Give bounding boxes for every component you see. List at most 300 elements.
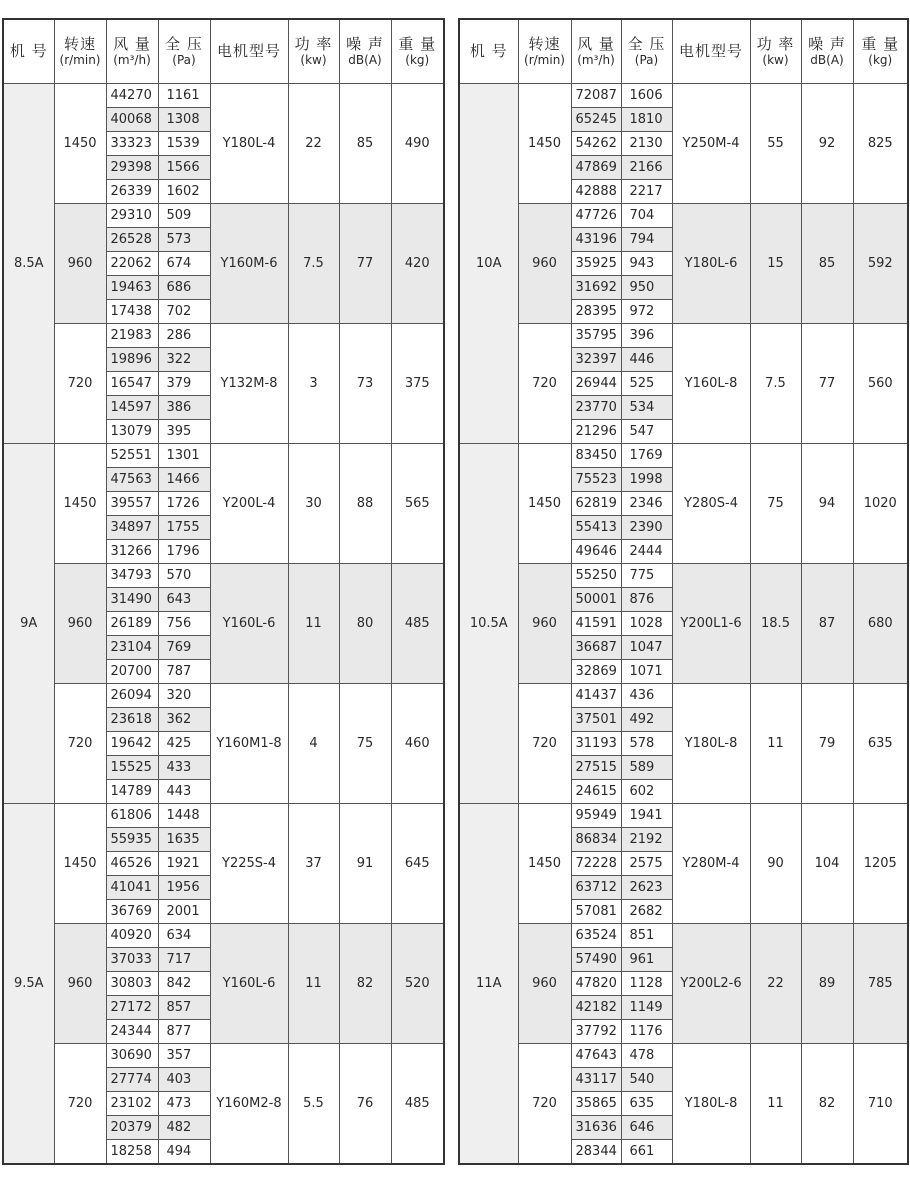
air-volume-cell: 46526 [106, 852, 158, 876]
air-volume-cell: 62819 [571, 492, 621, 516]
motor-cell: Y225S-4 [210, 804, 288, 924]
noise-cell: 91 [339, 804, 391, 924]
pressure-cell: 2001 [158, 900, 210, 924]
model-cell: 9A [3, 444, 54, 804]
pressure-cell: 961 [621, 948, 672, 972]
header-air-volume-unit: (m³/h) [577, 53, 615, 68]
pressure-cell: 1755 [158, 516, 210, 540]
air-volume-cell: 55250 [571, 564, 621, 588]
pressure-cell: 1726 [158, 492, 210, 516]
pressure-cell: 570 [158, 564, 210, 588]
noise-cell: 85 [339, 84, 391, 204]
air-volume-cell: 32869 [571, 660, 621, 684]
pressure-cell: 1149 [621, 996, 672, 1020]
power-cell: 7.5 [288, 204, 339, 324]
motor-cell: Y180L-8 [672, 1044, 750, 1165]
header-air-volume-label: 风 量 [113, 34, 151, 53]
pressure-cell: 443 [158, 780, 210, 804]
speed-cell: 1450 [518, 444, 571, 564]
power-cell: 75 [750, 444, 801, 564]
air-volume-cell: 54262 [571, 132, 621, 156]
speed-cell: 1450 [54, 84, 106, 204]
header-model [459, 19, 518, 84]
noise-cell: 77 [801, 324, 853, 444]
speed-cell: 1450 [54, 804, 106, 924]
air-volume-cell: 61806 [106, 804, 158, 828]
air-volume-cell: 35865 [571, 1092, 621, 1116]
power-cell: 37 [288, 804, 339, 924]
air-volume-cell: 41591 [571, 612, 621, 636]
table-row [3, 924, 444, 948]
pressure-cell: 357 [158, 1044, 210, 1068]
pressure-cell: 1466 [158, 468, 210, 492]
air-volume-cell: 34793 [106, 564, 158, 588]
air-volume-cell: 31193 [571, 732, 621, 756]
air-volume-cell: 27172 [106, 996, 158, 1020]
fan-spec-table-left [2, 18, 445, 1165]
pressure-cell: 1956 [158, 876, 210, 900]
header-pressure-unit: (Pa) [634, 53, 659, 68]
pressure-cell: 1796 [158, 540, 210, 564]
pressure-cell: 2346 [621, 492, 672, 516]
air-volume-cell: 37792 [571, 1020, 621, 1044]
air-volume-cell: 47563 [106, 468, 158, 492]
speed-cell: 720 [518, 684, 571, 804]
pressure-cell: 540 [621, 1068, 672, 1092]
pressure-cell: 578 [621, 732, 672, 756]
air-volume-cell: 21296 [571, 420, 621, 444]
weight-cell: 520 [391, 924, 444, 1044]
air-volume-cell: 26339 [106, 180, 158, 204]
fan-spec-table-right [458, 18, 909, 1165]
air-volume-cell: 41437 [571, 684, 621, 708]
pressure-cell: 943 [621, 252, 672, 276]
power-cell: 3 [288, 324, 339, 444]
speed-cell: 1450 [54, 444, 106, 564]
pressure-cell: 320 [158, 684, 210, 708]
pressure-cell: 1047 [621, 636, 672, 660]
air-volume-cell: 19463 [106, 276, 158, 300]
air-volume-cell: 43196 [571, 228, 621, 252]
speed-cell: 720 [518, 324, 571, 444]
motor-cell: Y160M-6 [210, 204, 288, 324]
pressure-cell: 950 [621, 276, 672, 300]
power-cell: 11 [750, 1044, 801, 1165]
pressure-cell: 851 [621, 924, 672, 948]
pressure-cell: 446 [621, 348, 672, 372]
pressure-cell: 509 [158, 204, 210, 228]
table-row [459, 564, 908, 588]
header-power-label: 功 率 [294, 34, 333, 53]
air-volume-cell: 37033 [106, 948, 158, 972]
speed-cell: 720 [54, 324, 106, 444]
speed-cell: 960 [54, 924, 106, 1044]
noise-cell: 94 [801, 444, 853, 564]
pressure-cell: 386 [158, 396, 210, 420]
air-volume-cell: 35925 [571, 252, 621, 276]
table-row [459, 444, 908, 468]
speed-cell: 1450 [518, 804, 571, 924]
speed-cell: 720 [54, 1044, 106, 1165]
air-volume-cell: 30690 [106, 1044, 158, 1068]
power-cell: 11 [288, 564, 339, 684]
header-pressure-unit: (Pa) [172, 53, 196, 68]
pressure-cell: 1448 [158, 804, 210, 828]
air-volume-cell: 55935 [106, 828, 158, 852]
pressure-cell: 794 [621, 228, 672, 252]
header-weight [391, 19, 444, 84]
noise-cell: 82 [801, 1044, 853, 1165]
motor-cell: Y200L-4 [210, 444, 288, 564]
pressure-cell: 482 [158, 1116, 210, 1140]
noise-cell: 87 [801, 564, 853, 684]
pressure-cell: 1602 [158, 180, 210, 204]
pressure-cell: 1308 [158, 108, 210, 132]
table-row [3, 84, 444, 108]
pressure-cell: 876 [621, 588, 672, 612]
pressure-cell: 2444 [621, 540, 672, 564]
air-volume-cell: 29310 [106, 204, 158, 228]
pressure-cell: 775 [621, 564, 672, 588]
header-air-volume-label: 风 量 [577, 34, 615, 53]
header-power-label: 功 率 [756, 34, 795, 53]
table-row [3, 324, 444, 348]
header-motor-label: 电机型号 [216, 42, 281, 61]
motor-cell: Y160L-6 [210, 924, 288, 1044]
air-volume-cell: 23102 [106, 1092, 158, 1116]
pressure-cell: 1176 [621, 1020, 672, 1044]
speed-cell: 720 [518, 1044, 571, 1165]
header-noise-unit: dB(A) [348, 53, 382, 68]
pressure-cell: 634 [158, 924, 210, 948]
model-cell: 11A [459, 804, 518, 1165]
air-volume-cell: 52551 [106, 444, 158, 468]
air-volume-cell: 50001 [571, 588, 621, 612]
air-volume-cell: 47820 [571, 972, 621, 996]
pressure-cell: 769 [158, 636, 210, 660]
air-volume-cell: 41041 [106, 876, 158, 900]
pressure-cell: 1635 [158, 828, 210, 852]
power-cell: 4 [288, 684, 339, 804]
pressure-cell: 2166 [621, 156, 672, 180]
air-volume-cell: 42182 [571, 996, 621, 1020]
pressure-cell: 473 [158, 1092, 210, 1116]
header-motor [210, 19, 288, 84]
pressure-cell: 525 [621, 372, 672, 396]
power-cell: 55 [750, 84, 801, 204]
air-volume-cell: 44270 [106, 84, 158, 108]
motor-cell: Y250M-4 [672, 84, 750, 204]
air-volume-cell: 29398 [106, 156, 158, 180]
header-noise [339, 19, 391, 84]
weight-cell: 420 [391, 204, 444, 324]
header-power-unit: (kw) [300, 53, 327, 68]
header-speed [518, 19, 571, 84]
pressure-cell: 322 [158, 348, 210, 372]
motor-cell: Y280S-4 [672, 444, 750, 564]
air-volume-cell: 30803 [106, 972, 158, 996]
weight-cell: 560 [853, 324, 908, 444]
table-row [459, 924, 908, 948]
pressure-cell: 972 [621, 300, 672, 324]
motor-cell: Y180L-8 [672, 684, 750, 804]
air-volume-cell: 27515 [571, 756, 621, 780]
pressure-cell: 379 [158, 372, 210, 396]
table-row [3, 204, 444, 228]
air-volume-cell: 31490 [106, 588, 158, 612]
air-volume-cell: 23770 [571, 396, 621, 420]
air-volume-cell: 63712 [571, 876, 621, 900]
air-volume-cell: 22062 [106, 252, 158, 276]
pressure-cell: 2192 [621, 828, 672, 852]
power-cell: 5.5 [288, 1044, 339, 1165]
air-volume-cell: 26094 [106, 684, 158, 708]
table-body [459, 84, 908, 1165]
air-volume-cell: 23618 [106, 708, 158, 732]
motor-cell: Y160M2-8 [210, 1044, 288, 1165]
power-cell: 11 [288, 924, 339, 1044]
air-volume-cell: 55413 [571, 516, 621, 540]
header-weight-unit: (kg) [405, 53, 430, 68]
header-row [3, 19, 444, 84]
pressure-cell: 2130 [621, 132, 672, 156]
pressure-cell: 1301 [158, 444, 210, 468]
pressure-cell: 534 [621, 396, 672, 420]
table-row [3, 684, 444, 708]
pressure-cell: 573 [158, 228, 210, 252]
header-speed-label: 转速 [528, 34, 561, 53]
pressure-cell: 492 [621, 708, 672, 732]
pressure-cell: 395 [158, 420, 210, 444]
air-volume-cell: 20379 [106, 1116, 158, 1140]
motor-cell: Y132M-8 [210, 324, 288, 444]
air-volume-cell: 18258 [106, 1140, 158, 1165]
header-weight-label: 重 量 [398, 34, 437, 53]
pressure-cell: 787 [158, 660, 210, 684]
air-volume-cell: 36769 [106, 900, 158, 924]
air-volume-cell: 57081 [571, 900, 621, 924]
header-model-label: 机 号 [9, 42, 48, 61]
weight-cell: 375 [391, 324, 444, 444]
header-motor-label: 电机型号 [678, 42, 743, 61]
air-volume-cell: 31266 [106, 540, 158, 564]
header-pressure [621, 19, 672, 84]
motor-cell: Y180L-6 [672, 204, 750, 324]
air-volume-cell: 16547 [106, 372, 158, 396]
header-power [288, 19, 339, 84]
pressure-cell: 1998 [621, 468, 672, 492]
air-volume-cell: 24344 [106, 1020, 158, 1044]
air-volume-cell: 72228 [571, 852, 621, 876]
noise-cell: 85 [801, 204, 853, 324]
header-noise [801, 19, 853, 84]
pressure-cell: 602 [621, 780, 672, 804]
table-row [459, 804, 908, 828]
power-cell: 18.5 [750, 564, 801, 684]
header-noise-unit: dB(A) [810, 53, 844, 68]
pressure-cell: 286 [158, 324, 210, 348]
air-volume-cell: 75523 [571, 468, 621, 492]
motor-cell: Y280M-4 [672, 804, 750, 924]
table-row [459, 1044, 908, 1068]
pressure-cell: 2217 [621, 180, 672, 204]
noise-cell: 76 [339, 1044, 391, 1165]
air-volume-cell: 57490 [571, 948, 621, 972]
header-speed-unit: (r/min) [524, 53, 565, 68]
header-weight [853, 19, 908, 84]
pressure-cell: 635 [621, 1092, 672, 1116]
pressure-cell: 1071 [621, 660, 672, 684]
motor-cell: Y200L2-6 [672, 924, 750, 1044]
speed-cell: 720 [54, 684, 106, 804]
pressure-cell: 436 [621, 684, 672, 708]
header-speed-label: 转速 [63, 34, 96, 53]
weight-cell: 680 [853, 564, 908, 684]
header-pressure-label: 全 压 [627, 34, 666, 53]
air-volume-cell: 86834 [571, 828, 621, 852]
pressure-cell: 2390 [621, 516, 672, 540]
model-cell: 10.5A [459, 444, 518, 804]
header-noise-label: 噪 声 [346, 34, 384, 53]
air-volume-cell: 34897 [106, 516, 158, 540]
model-cell: 9.5A [3, 804, 54, 1165]
pressure-cell: 877 [158, 1020, 210, 1044]
weight-cell: 710 [853, 1044, 908, 1165]
air-volume-cell: 31692 [571, 276, 621, 300]
header-noise-label: 噪 声 [808, 34, 846, 53]
speed-cell: 960 [54, 564, 106, 684]
motor-cell: Y180L-4 [210, 84, 288, 204]
power-cell: 15 [750, 204, 801, 324]
air-volume-cell: 15525 [106, 756, 158, 780]
header-air-volume [106, 19, 158, 84]
air-volume-cell: 24615 [571, 780, 621, 804]
header-motor [672, 19, 750, 84]
motor-cell: Y160L-6 [210, 564, 288, 684]
air-volume-cell: 95949 [571, 804, 621, 828]
air-volume-cell: 33323 [106, 132, 158, 156]
pressure-cell: 494 [158, 1140, 210, 1165]
pressure-cell: 643 [158, 588, 210, 612]
pressure-cell: 403 [158, 1068, 210, 1092]
speed-cell: 960 [518, 924, 571, 1044]
air-volume-cell: 47869 [571, 156, 621, 180]
air-volume-cell: 39557 [106, 492, 158, 516]
weight-cell: 1205 [853, 804, 908, 924]
air-volume-cell: 21983 [106, 324, 158, 348]
air-volume-cell: 20700 [106, 660, 158, 684]
weight-cell: 1020 [853, 444, 908, 564]
table-row [3, 444, 444, 468]
air-volume-cell: 42888 [571, 180, 621, 204]
header-power [750, 19, 801, 84]
air-volume-cell: 32397 [571, 348, 621, 372]
speed-cell: 960 [518, 204, 571, 324]
table-row [459, 324, 908, 348]
pressure-cell: 433 [158, 756, 210, 780]
pressure-cell: 425 [158, 732, 210, 756]
pressure-cell: 702 [158, 300, 210, 324]
air-volume-cell: 37501 [571, 708, 621, 732]
header-speed [54, 19, 106, 84]
air-volume-cell: 26189 [106, 612, 158, 636]
power-cell: 22 [288, 84, 339, 204]
air-volume-cell: 26528 [106, 228, 158, 252]
air-volume-cell: 19896 [106, 348, 158, 372]
header-model-label: 机 号 [469, 42, 508, 61]
speed-cell: 960 [54, 204, 106, 324]
pressure-cell: 2575 [621, 852, 672, 876]
air-volume-cell: 63524 [571, 924, 621, 948]
pressure-cell: 1810 [621, 108, 672, 132]
air-volume-cell: 47643 [571, 1044, 621, 1068]
air-volume-cell: 36687 [571, 636, 621, 660]
weight-cell: 460 [391, 684, 444, 804]
model-cell: 10A [459, 84, 518, 444]
noise-cell: 104 [801, 804, 853, 924]
pressure-cell: 717 [158, 948, 210, 972]
table-row [3, 1044, 444, 1068]
header-model [3, 19, 54, 84]
noise-cell: 73 [339, 324, 391, 444]
header-speed-unit: (r/min) [59, 53, 101, 68]
table-row [459, 84, 908, 108]
noise-cell: 88 [339, 444, 391, 564]
air-volume-cell: 27774 [106, 1068, 158, 1092]
table-row [3, 564, 444, 588]
weight-cell: 645 [391, 804, 444, 924]
air-volume-cell: 19642 [106, 732, 158, 756]
table-row [459, 684, 908, 708]
pressure-cell: 1921 [158, 852, 210, 876]
noise-cell: 82 [339, 924, 391, 1044]
air-volume-cell: 14597 [106, 396, 158, 420]
motor-cell: Y160L-8 [672, 324, 750, 444]
header-pressure-label: 全 压 [165, 34, 203, 53]
pressure-cell: 478 [621, 1044, 672, 1068]
power-cell: 22 [750, 924, 801, 1044]
power-cell: 11 [750, 684, 801, 804]
speed-cell: 1450 [518, 84, 571, 204]
motor-cell: Y200L1-6 [672, 564, 750, 684]
weight-cell: 565 [391, 444, 444, 564]
air-volume-cell: 72087 [571, 84, 621, 108]
pressure-cell: 396 [621, 324, 672, 348]
weight-cell: 485 [391, 564, 444, 684]
noise-cell: 79 [801, 684, 853, 804]
power-cell: 30 [288, 444, 339, 564]
air-volume-cell: 28344 [571, 1140, 621, 1165]
air-volume-cell: 26944 [571, 372, 621, 396]
pressure-cell: 547 [621, 420, 672, 444]
pressure-cell: 1128 [621, 972, 672, 996]
pressure-cell: 756 [158, 612, 210, 636]
air-volume-cell: 47726 [571, 204, 621, 228]
air-volume-cell: 43117 [571, 1068, 621, 1092]
air-volume-cell: 65245 [571, 108, 621, 132]
pressure-cell: 1161 [158, 84, 210, 108]
air-volume-cell: 40920 [106, 924, 158, 948]
pressure-cell: 1028 [621, 612, 672, 636]
weight-cell: 592 [853, 204, 908, 324]
header-row [459, 19, 908, 84]
air-volume-cell: 14789 [106, 780, 158, 804]
air-volume-cell: 49646 [571, 540, 621, 564]
pressure-cell: 857 [158, 996, 210, 1020]
noise-cell: 77 [339, 204, 391, 324]
air-volume-cell: 28395 [571, 300, 621, 324]
power-cell: 7.5 [750, 324, 801, 444]
